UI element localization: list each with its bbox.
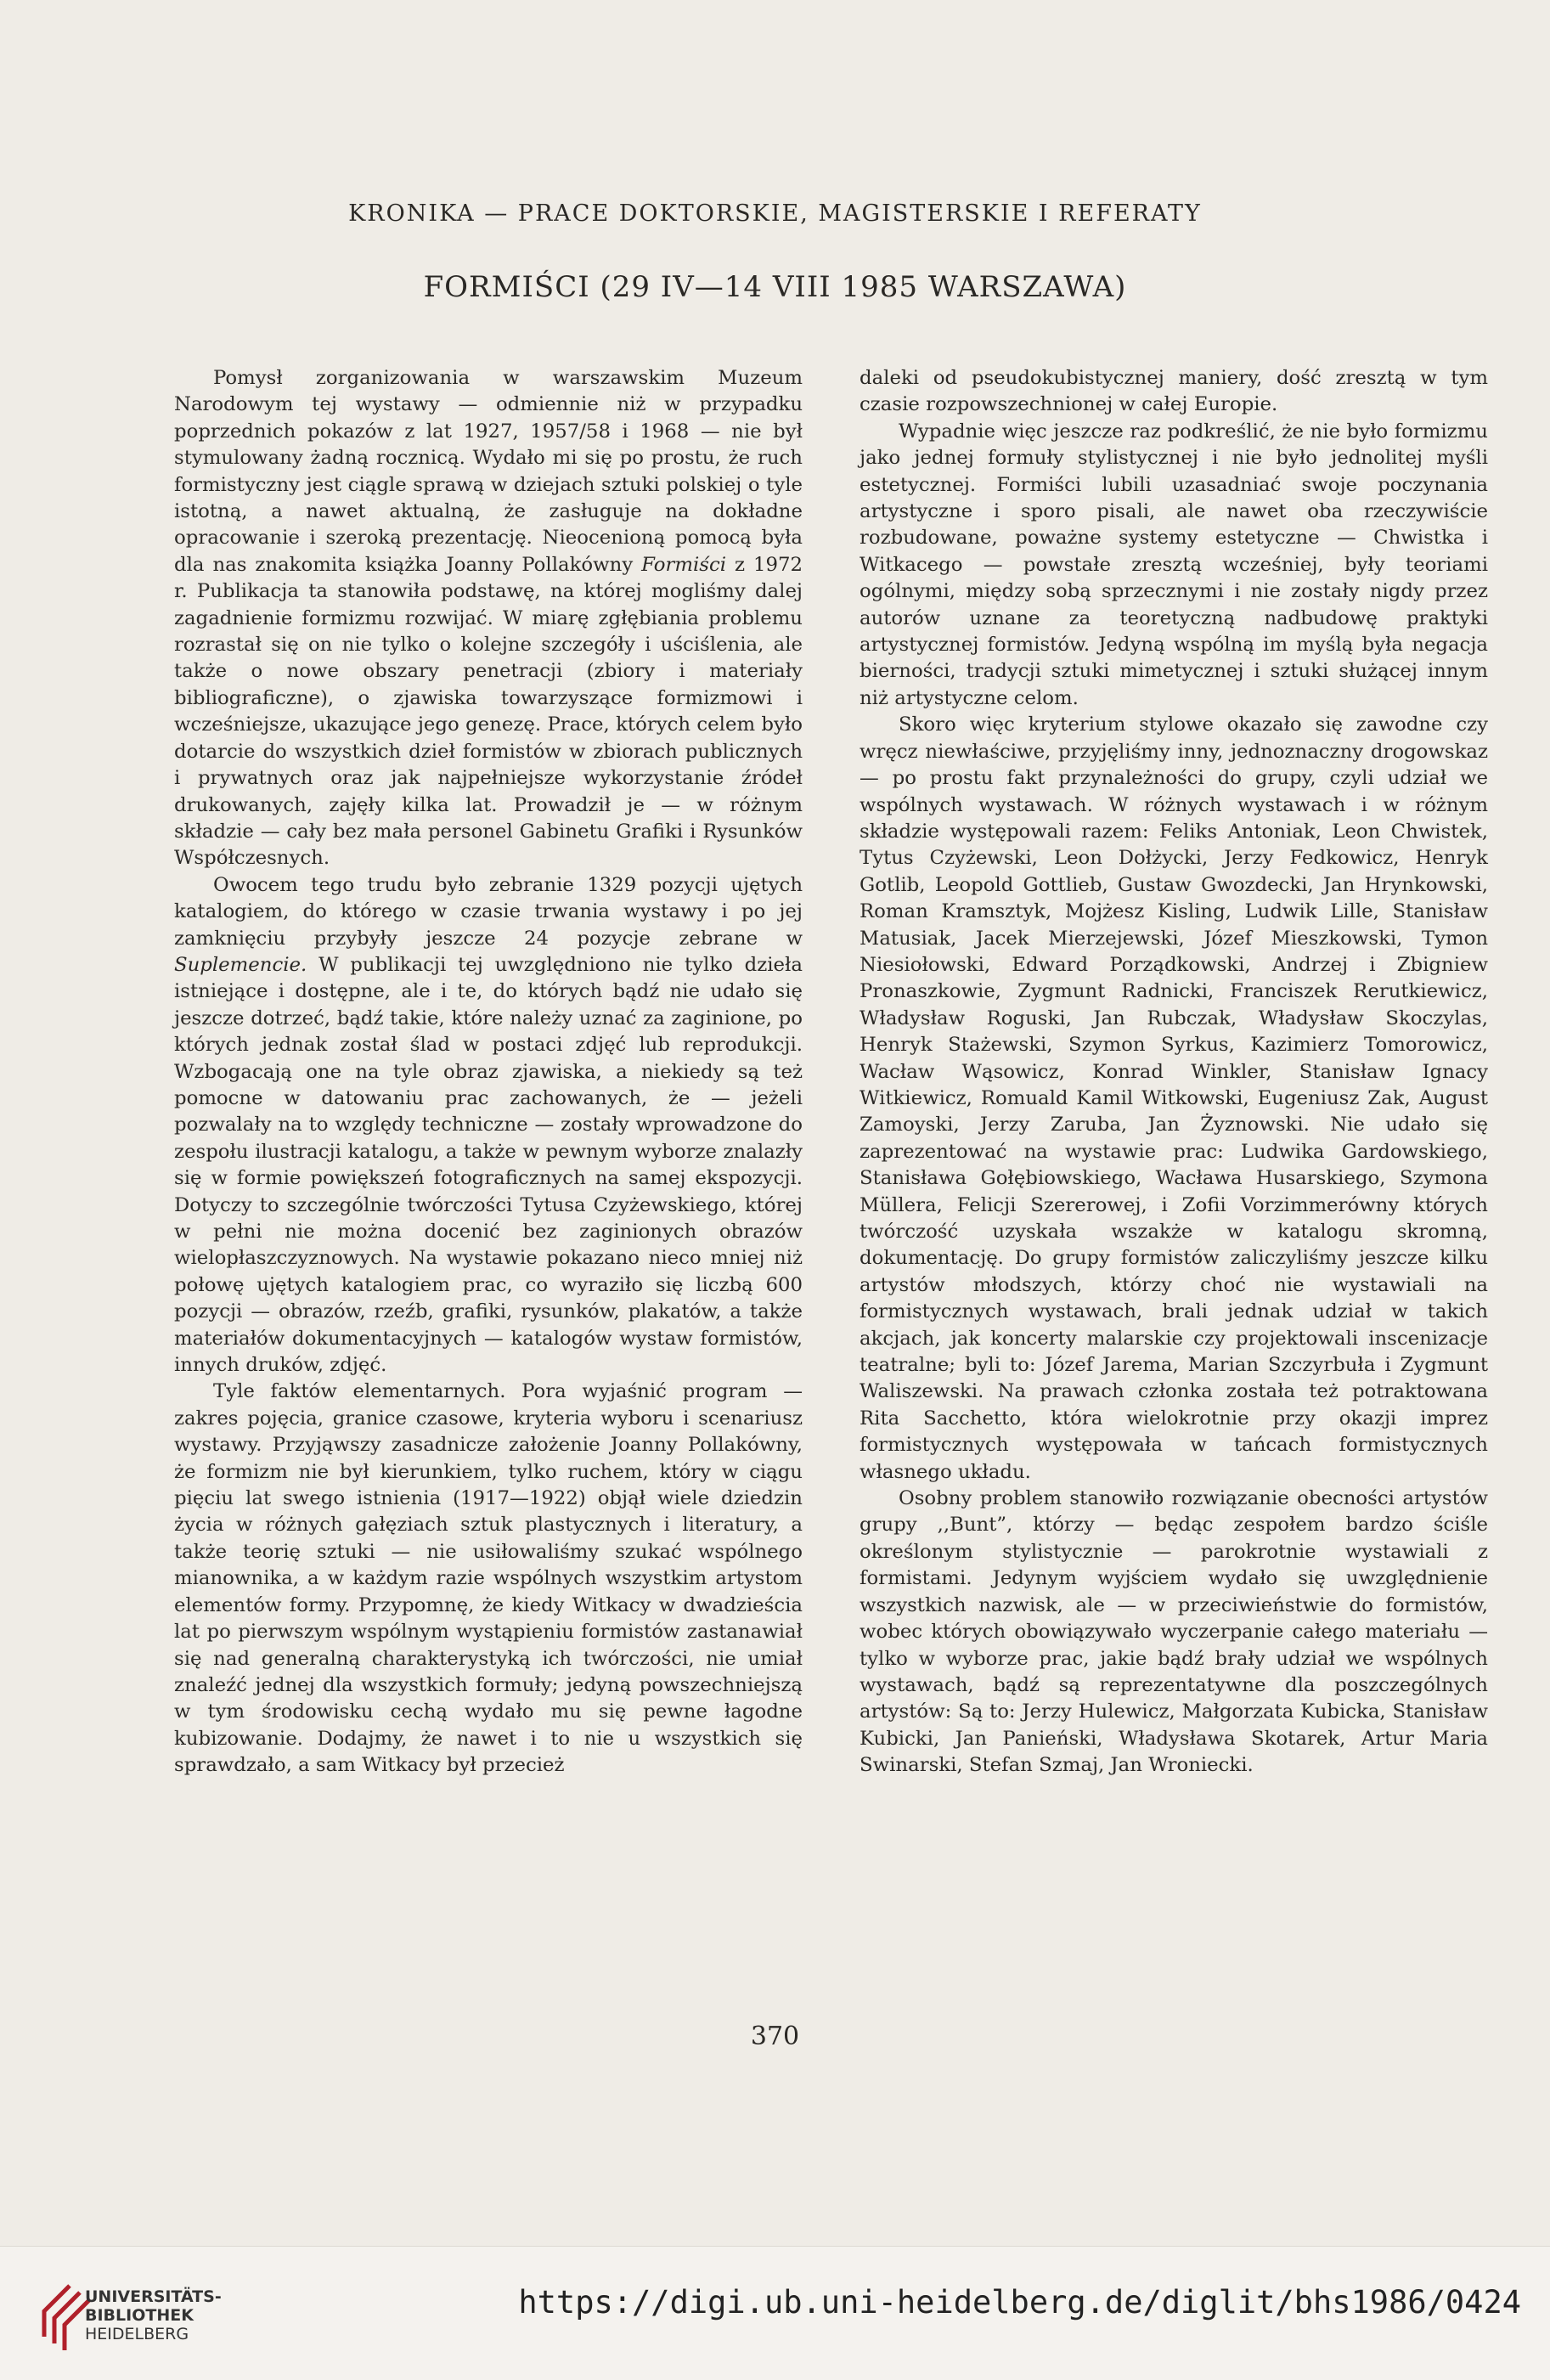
footer-bar [0, 2246, 1550, 2380]
library-name: UNIVERSITÄTS- BIBLIOTHEK HEIDELBERG [85, 2287, 222, 2343]
paragraph: Pomysł zorganizowania w warszawskim Muzeum Narodowym tej wystawy — odmiennie niż w przypadku poprzednich pokazów z lat 1927, 1957/58 i 1968 — nie był stymulowany żadną rocznicą. Wydało mi się po prostu, że ruch formistyczny jest ciągle sprawą w dziejach sztuki polskiej o tyle istotną, a nawet aktualną, że zasługuje na dokładne opracowanie i szeroką prezentację. Nieocenioną pomocą była dla nas znakomita książka Joanny Pollakówny Formiści z 1972 r. Publikacja ta stanowiła podstawę, na której mogliśmy dalej zagadnienie formizmu rozwijać. W miarę zgłębiania problemu rozrastał się on nie tylko o kolejne szczegóły i uściślenia, ale także o nowe obszary penetracji (zbiory i materiały bibliograficzne), o zjawiska towarzyszące formizmowi i wcześniejsze, ukazujące jego genezę. Prace, których celem było dotarcie do wszystkich dzieł formistów w zbiorach publicznych i prywatnych oraz jak najpełniejsze wykorzystanie źródeł drukowanych, zajęły kilka lat. Prowadził je — w różnym składzie — cały bez mała personel Gabinetu Grafiki i Rysunków Współczesnych. [174, 367, 803, 870]
running-head: KRONIKA — PRACE DOKTORSKIE, MAGISTERSKIE I REFERATY [348, 200, 1202, 227]
page-number: 370 [750, 2022, 800, 2051]
right-column [860, 365, 1488, 1779]
source-url[interactable]: https://digi.ub.uni-heidelberg.de/diglit/bhs1986/0424 [518, 2284, 1521, 2321]
paragraph: daleki od pseudokubistycznej maniery, dość zresztą w tym czasie rozpowszechnionej w całej Europie. [860, 367, 1488, 416]
paragraph: Owocem tego trudu było zebranie 1329 pozycji ujętych katalogiem, do którego w czasie trwania wystawy i po jej zamknięciu przybyły jeszcze 24 pozycje zebrane w Suplemencie. W publikacji tej uwzględniono nie tylko dzieła istniejące i dostępne, ale i te, do których bądź nie udało się jeszcze dotrzeć, bądź takie, które należy uznać za zaginione, po których jednak został ślad w postaci zdjęć lub reprodukcji. Wzbogacają one na tyle obraz zjawiska, a niekiedy są też pomocne w datowaniu prac zachowanych, że — jeżeli pozwalały na to względy techniczne — zostały wprowadzone do zespołu ilustracji katalogu, a także w pewnym wyborze znalazły się w formie powiększeń fotograficznych na samej ekspozycji. Dotyczy to szczególnie twórczości Tytusa Czyżewskiego, której w pełni nie można docenić bez zaginionych obrazów wielopłaszczyznowych. Na wystawie pokazano nieco mniej niż połowę ujętych katalogiem prac, co wyraziło się liczbą 600 pozycji — obrazów, rzeźb, grafiki, rysunków, plakatów, a także materiałów dokumentacyjnych — katalogów wystaw formistów, innych druków, zdjęć. [174, 873, 803, 1377]
paragraph: Tyle faktów elementarnych. Pora wyjaśnić program — zakres pojęcia, granice czasowe, kryteria wyboru i scenariusz wystawy. Przyjąwszy zasadnicze założenie Joanny Pollakówny, że formizm nie był kierunkiem, tylko ruchem, który w ciągu pięciu lat swego istnienia (1917—1922) objął wiele dziedzin życia w różnych gałęziach sztuk plastycznych i literatury, a także teorię sztuki — nie usiłowaliśmy szukać wspólnego mianownika, a w każdym razie wspólnych wszystkim artystom elementów formy. Przypomnę, że kiedy Witkacy w dwadzieścia lat po pierwszym wspólnym wystąpieniu formistów zastanawiał się nad generalną charakterystyką ich twórczości, nie umiał znaleźć jednej dla wszystkich formuły; jedyną powszechniejszą w tym środowisku cechą wydało mu się pewne łagodne kubizowanie. Dodajmy, że nawet i to nie u wszystkich się sprawdzało, a sam Witkacy był przecież [174, 1380, 803, 1777]
paragraph: Skoro więc kryterium stylowe okazało się zawodne czy wręcz niewłaściwe, przyjęliśmy inny, jednoznaczny drogowskaz — po prostu fakt przynależności do grupy, czyli udział we wspólnych wystawach. W różnych wystawach i w różnym składzie występowali razem: Feliks Antoniak, Leon Chwistek, Tytus Czyżewski, Leon Dołżycki, Jerzy Fedkowicz, Henryk Gotlib, Leopold Gottlieb, Gustaw Gwozdecki, Jan Hrynkowski, Roman Kramsztyk, Mojżesz Kisling, Ludwik Lille, Stanisław Matusiak, Jacek Mierzejewski, Józef Mieszkowski, Tymon Niesiołowski, Edward Porządkowski, Andrzej i Zbigniew Pronaszkowie, Zygmunt Radnicki, Franciszek Rerutkiewicz, Władysław Roguski, Jan Rubczak, Władysław Skoczylas, Henryk Stażewski, Szymon Syrkus, Kazimierz Tomorowicz, Wacław Wąsowicz, Konrad Winkler, Stanisław Ignacy Witkiewicz, Romuald Kamil Witkowski, Eugeniusz Zak, August Zamoyski, Jerzy Zaruba, Jan Żyznowski. Nie udało się zaprezentować na wystawie prac: Ludwika Gardowskiego, Stanisława Gołębiowskiego, Wacława Husarskiego, Szymona Müllera, Felicji Szererowej, i Zofii Vorzimmerówny których twórczość uzyskała wszakże w katalogu skromną, dokumentację. Do grupy formistów zaliczyliśmy jeszcze kilku artystów młodszych, którzy choć nie wystawiali na formistycznych wystawach, brali jednak udział w takich akcjach, jak koncerty malarskie czy projektowali inscenizacje teatralne; byli to: Józef Jarema, Marian Szczyrbuła i Zygmunt Waliszewski. Na prawach członka została też potraktowana Rita Sacchetto, która wielokrotnie przy okazji imprez formistycznych występowała w tańcach formistycznych własnego układu. [860, 713, 1488, 1483]
paragraph: Osobny problem stanowiło rozwiązanie obecności artystów grupy ,,Bunt”, którzy — będąc zespołem bardzo ściśle określonym stylistycznie — parokrotnie wystawiali z formistami. Jedynym wyjściem wydało się uwzględnienie wszystkich nazwisk, ale — w przeciwieństwie do formistów, wobec których obowiązywało wyczerpanie całego materiału — tylko w wyborze prac, jakie bądź brały udział we wspólnych wystawach, bądź są reprezentatywne dla poszczególnych artystów: Są to: Jerzy Hulewicz, Małgorzata Kubicka, Stanisław Kubicki, Jan Panieński, Władysława Skotarek, Artur Maria Swinarski, Stefan Szmaj, Jan Wroniecki. [860, 1487, 1488, 1777]
left-column [174, 365, 803, 1779]
article-title: FORMIŚCI (29 IV—14 VIII 1985 WARSZAWA) [423, 270, 1127, 304]
paragraph: Wypadnie więc jeszcze raz podkreślić, że nie było formizmu jako jednej formuły stylistycznej i nie było jednolitej myśli estetycznej. Formiści lubili uzasadniać swoje poczynania artystyczne i sporo pisali, ale nawet oba rzeczywiście rozbudowane, poważne systemy estetyczne — Chwistka i Witkacego — powstałe zresztą wcześniej, były teoriami ogólnymi, między sobą sprzecznymi i nie zostały nigdy przez autorów uznane za teoretyczną nadbudowę praktyki artystycznej formistów. Jedyną wspólną im myślą była negacja bierności, tradycji sztuki mimetycznej i sztuki służącej innym niż artystyczne celom. [860, 420, 1488, 709]
